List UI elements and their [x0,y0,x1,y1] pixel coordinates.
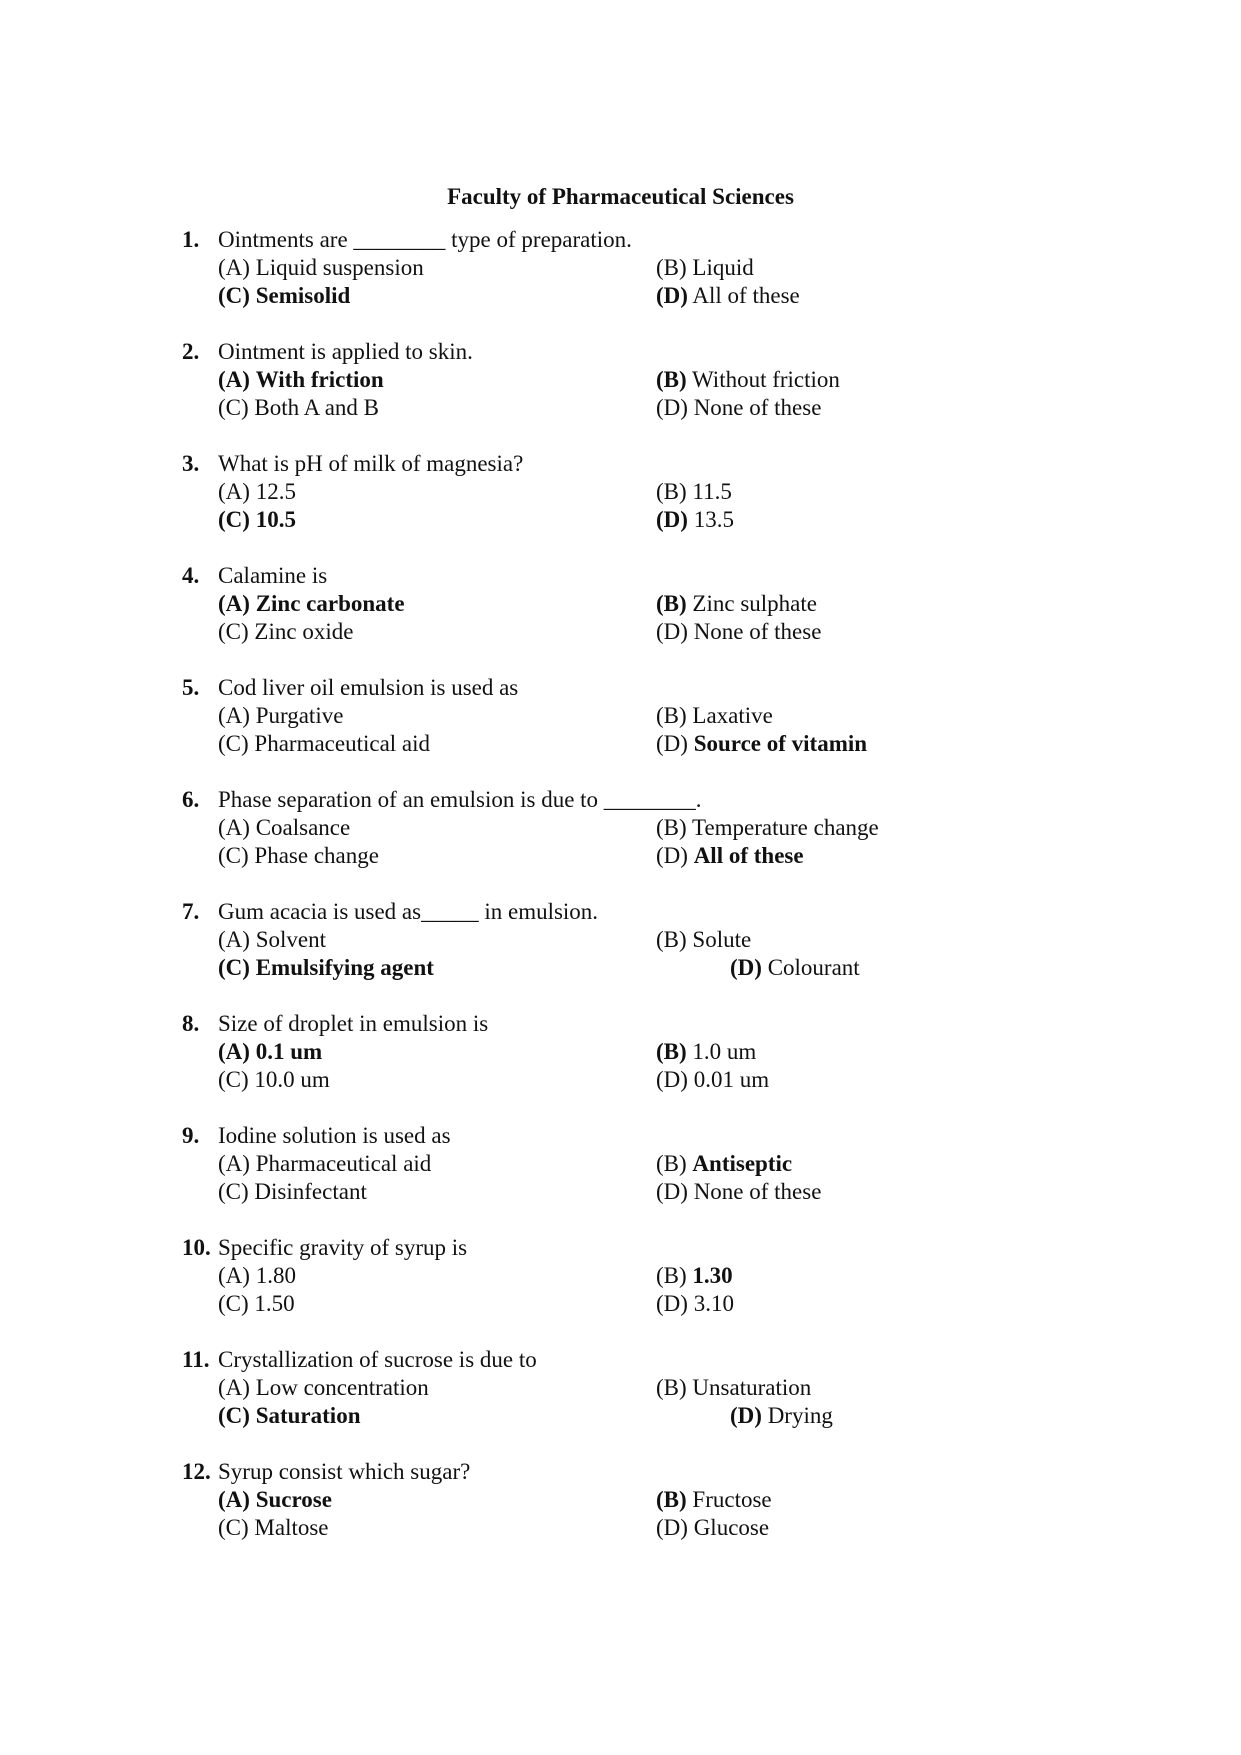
option-a [218,1486,332,1514]
option-c [218,842,379,870]
option-label: (B) [656,367,687,392]
option-row [182,1514,1082,1542]
option-label: (D) [656,507,688,532]
option-d [656,618,821,646]
option-row [182,1150,1082,1178]
question-text: Calamine is [218,563,328,588]
question-text: Ointments are ________ type of preparation. [218,227,632,252]
option-label: (D) [656,843,688,868]
question-1 [182,226,1082,310]
option-d [656,1514,769,1542]
option-a [218,1262,296,1290]
question-stem [182,450,1082,478]
option-text: Glucose [693,1515,770,1540]
option-label: (B) [656,815,687,840]
option-label: (C) [218,507,250,532]
option-label: (A) [218,479,250,504]
option-label: (B) [656,591,687,616]
option-label: (C) [218,955,250,980]
option-text: Antiseptic [692,1151,793,1176]
option-label: (A) [218,1375,250,1400]
option-b [656,590,817,618]
option-b [656,254,754,282]
question-text: Size of droplet in emulsion is [218,1011,489,1036]
option-row [182,842,1082,870]
option-d [656,1178,821,1206]
option-label: (A) [218,255,250,280]
option-text: Purgative [255,703,344,728]
question-number: 3. [182,451,200,476]
option-text: Emulsifying agent [255,955,434,980]
option-label: (B) [656,1375,687,1400]
option-text: Unsaturation [692,1375,812,1400]
option-text: None of these [693,395,822,420]
option-text: Zinc sulphate [692,591,817,616]
question-9 [182,1122,1082,1206]
question-10 [182,1234,1082,1318]
option-c [218,1402,360,1430]
option-text: All of these [692,283,800,308]
option-text: Without friction [692,367,840,392]
option-a [218,1038,322,1066]
option-text: Pharmaceutical aid [254,731,431,756]
question-text: Phase separation of an emulsion is due to ________. [218,787,702,812]
option-label: (C) [218,1291,249,1316]
option-label: (B) [656,703,687,728]
question-number: 2. [182,339,200,364]
option-row [182,254,1082,282]
question-stem [182,674,1082,702]
option-text: Solvent [255,927,326,952]
option-b [656,702,773,730]
option-text: 1.80 [255,1263,296,1288]
option-row [182,506,1082,534]
option-row [182,590,1082,618]
option-text: Liquid suspension [255,255,424,280]
option-label: (C) [218,619,249,644]
option-text: 1.30 [692,1263,733,1288]
option-d [656,506,734,534]
option-c [218,730,430,758]
option-b [656,1486,772,1514]
option-label: (C) [218,731,249,756]
option-row [182,1374,1082,1402]
option-a [218,926,326,954]
option-row [182,478,1082,506]
option-a [218,702,343,730]
option-a [218,254,424,282]
option-text: None of these [693,1179,822,1204]
question-4 [182,562,1082,646]
option-text: With friction [255,367,384,392]
option-label: (A) [218,1039,250,1064]
option-text: Solute [692,927,752,952]
question-number: 7. [182,899,200,924]
question-number: 8. [182,1011,200,1036]
option-row [182,1038,1082,1066]
option-text: 1.0 um [692,1039,757,1064]
question-number: 1. [182,227,200,252]
option-row [182,954,1082,982]
option-b [656,1150,792,1178]
option-d [656,282,800,310]
question-stem [182,786,1082,814]
option-a [218,1150,431,1178]
option-c [218,618,353,646]
option-label: (D) [656,1179,688,1204]
question-number: 12. [182,1459,211,1484]
option-label: (C) [218,1067,249,1092]
option-row [182,730,1082,758]
option-text: Pharmaceutical aid [255,1151,432,1176]
option-c [218,394,379,422]
question-number: 6. [182,787,200,812]
question-stem [182,1010,1082,1038]
option-b [656,366,840,394]
option-b [656,814,879,842]
option-label: (A) [218,703,250,728]
option-d [656,730,867,758]
option-row [182,1290,1082,1318]
page-title: Faculty of Pharmaceutical Sciences [447,184,794,209]
option-text: Maltose [254,1515,329,1540]
option-label: (A) [218,367,250,392]
option-a [218,366,384,394]
question-5 [182,674,1082,758]
option-row [182,1486,1082,1514]
question-stem [182,898,1082,926]
option-text: All of these [693,843,804,868]
option-text: Semisolid [255,283,351,308]
option-label: (C) [218,395,249,420]
question-11 [182,1346,1082,1430]
option-text: 0.01 um [693,1067,770,1092]
option-label: (C) [218,1403,250,1428]
option-label: (C) [218,843,249,868]
option-text: Laxative [692,703,773,728]
option-d [656,1066,769,1094]
option-text: Phase change [254,843,379,868]
option-label: (B) [656,1487,687,1512]
question-number: 10. [182,1235,211,1260]
option-label: (D) [656,619,688,644]
option-label: (D) [656,1515,688,1540]
option-row [182,1262,1082,1290]
question-text: Specific gravity of syrup is [218,1235,468,1260]
question-6 [182,786,1082,870]
option-b [656,1262,733,1290]
question-stem [182,338,1082,366]
option-b [656,1038,756,1066]
option-c [218,1178,367,1206]
option-d [730,954,860,982]
option-text: Source of vitamin [693,731,868,756]
option-text: 10.0 um [254,1067,330,1092]
option-a [218,590,405,618]
option-text: Temperature change [692,815,879,840]
option-label: (C) [218,283,250,308]
option-label: (A) [218,1263,250,1288]
option-text: Zinc oxide [254,619,354,644]
option-row [182,1178,1082,1206]
option-c [218,506,296,534]
option-label: (D) [656,1067,688,1092]
option-label: (A) [218,1487,250,1512]
question-number: 11. [182,1347,210,1372]
question-stem [182,1458,1082,1486]
option-text: Zinc carbonate [255,591,405,616]
option-c [218,1290,295,1318]
option-text: 3.10 [693,1291,734,1316]
option-b [656,478,732,506]
option-c [218,954,434,982]
question-text: Cod liver oil emulsion is used as [218,675,519,700]
option-label: (D) [656,283,688,308]
option-row [182,618,1082,646]
option-d [656,1290,734,1318]
option-d [656,394,821,422]
option-c [218,1066,330,1094]
option-text: Low concentration [255,1375,429,1400]
option-text: 0.1 um [255,1039,323,1064]
question-stem [182,1346,1082,1374]
question-8 [182,1010,1082,1094]
option-text: None of these [693,619,822,644]
option-text: 11.5 [692,479,732,504]
option-label: (B) [656,1263,687,1288]
option-label: (A) [218,1151,250,1176]
question-stem [182,1122,1082,1150]
option-label: (B) [656,1039,687,1064]
option-text: 10.5 [255,507,296,532]
option-text: Both A and B [254,395,380,420]
option-text: Disinfectant [254,1179,367,1204]
question-number: 5. [182,675,200,700]
question-2 [182,338,1082,422]
question-text: What is pH of milk of magnesia? [218,451,524,476]
question-number: 4. [182,563,200,588]
question-stem [182,1234,1082,1262]
question-text: Syrup consist which sugar? [218,1459,471,1484]
question-text: Iodine solution is used as [218,1123,451,1148]
question-stem [182,226,1082,254]
question-12 [182,1458,1082,1542]
option-text: 12.5 [255,479,296,504]
question-3 [182,450,1082,534]
option-d [656,842,804,870]
option-c [218,282,350,310]
option-label: (C) [218,1179,249,1204]
option-label: (D) [656,1291,688,1316]
option-text: Liquid [692,255,754,280]
option-label: (A) [218,927,250,952]
option-row [182,926,1082,954]
option-text: Drying [767,1403,833,1428]
option-label: (B) [656,255,687,280]
option-text: 1.50 [254,1291,295,1316]
option-a [218,814,350,842]
question-7 [182,898,1082,982]
option-row [182,1402,1082,1430]
option-b [656,926,751,954]
option-label: (D) [730,955,762,980]
option-b [656,1374,811,1402]
question-text: Crystallization of sucrose is due to [218,1347,537,1372]
option-text: Fructose [692,1487,772,1512]
option-row [182,394,1082,422]
option-label: (C) [218,1515,249,1540]
option-text: 13.5 [693,507,734,532]
option-label: (A) [218,591,250,616]
option-text: Sucrose [255,1487,332,1512]
question-number: 9. [182,1123,200,1148]
option-d [730,1402,833,1430]
option-text: Saturation [255,1403,361,1428]
option-c [218,1514,329,1542]
option-row [182,814,1082,842]
question-text: Gum acacia is used as_____ in emulsion. [218,899,599,924]
option-label: (B) [656,1151,687,1176]
option-label: (D) [656,395,688,420]
option-row [182,282,1082,310]
option-label: (D) [730,1403,762,1428]
option-a [218,1374,429,1402]
question-stem [182,562,1082,590]
option-text: Colourant [767,955,860,980]
question-text: Ointment is applied to skin. [218,339,473,364]
option-label: (A) [218,815,250,840]
option-row [182,366,1082,394]
option-label: (B) [656,479,687,504]
option-label: (B) [656,927,687,952]
option-a [218,478,296,506]
option-text: Coalsance [255,815,351,840]
option-row [182,1066,1082,1094]
option-label: (D) [656,731,688,756]
option-row [182,702,1082,730]
